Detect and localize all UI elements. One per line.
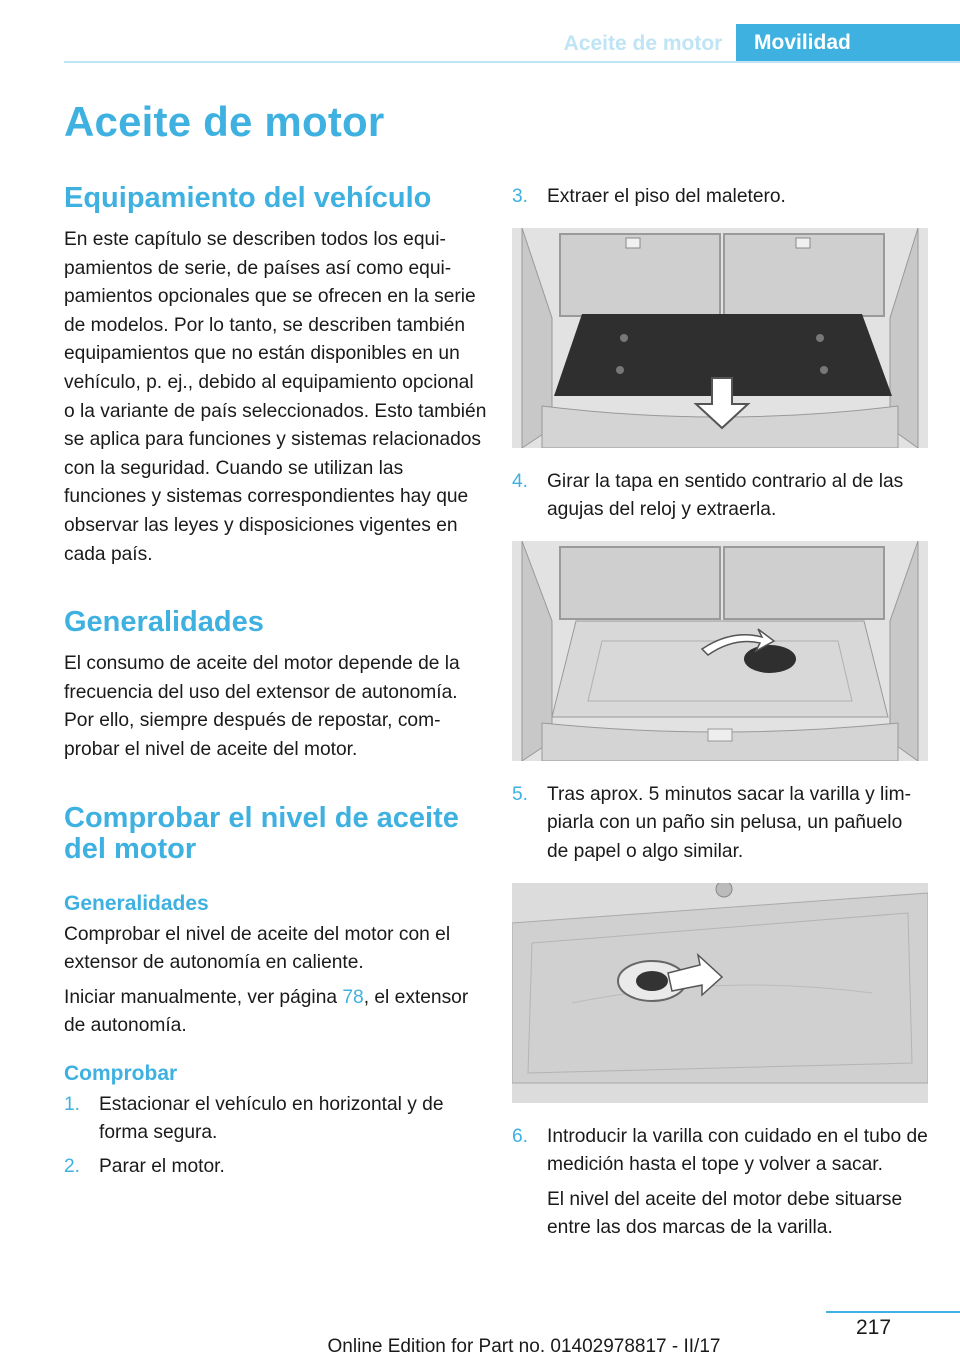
step-number: 3.: [512, 186, 529, 207]
step-item: [64, 1153, 488, 1182]
step-text: Girar la tapa en sentido contrario al de las agujas del reloj y extraerla.: [547, 470, 904, 521]
step-item: [512, 183, 928, 212]
paragraph-iniciar: [64, 984, 488, 1041]
subheading-comprobar: Comprobar: [64, 1061, 178, 1085]
running-header-chapter-tab: Movilidad: [736, 24, 960, 63]
text-iniciar-post: , el extensor de autonomía.: [64, 986, 469, 1037]
step-text: Extraer el piso del maletero.: [547, 186, 786, 207]
illustration-dipstick-removal: [512, 883, 928, 1103]
page-title: Aceite de motor: [64, 98, 385, 145]
left-column: [64, 183, 488, 1182]
step-text: Tras aprox. 5 minutos sacar la varilla y limpiarla con un paño sin pelusa, un pañuelo de papel o algo similar.: [547, 783, 911, 862]
step-number: 6.: [512, 1125, 529, 1147]
step-item: [512, 468, 928, 525]
step-item: [512, 781, 928, 867]
right-column: [512, 183, 928, 1243]
page-number: 217: [856, 1316, 892, 1339]
paragraph-equipamiento: En este capítulo se describen todos los equipamientos de serie, de países así como equipamientos opcionales que se ofrecen en la serie de modelos. Por lo tanto, se describen también equipamientos que no están disponibles en un vehículo, p. ej., debido al equipamiento opcional o la variante de país seleccionados. Esto también se aplica para funciones y sistemas relacionados con la seguridad. Cuando se utilizan las funciones y sistemas correspondientes hay que observar las leyes y disposiciones vigentes en cada país.: [64, 229, 487, 565]
footer-edition: Online Edition for Part no. 01402978817 - II/17: [327, 1336, 721, 1357]
heading-equipamiento: Equipamiento del vehículo: [64, 182, 432, 214]
footer-rule: [826, 1311, 960, 1313]
heading-comprobar-nivel: Comprobar el nivel de aceite del motor: [64, 801, 459, 865]
text-iniciar-pre: Iniciar manualmente, ver página: [64, 986, 343, 1008]
heading-generalidades: Generalidades: [64, 606, 264, 639]
step-item: [512, 1123, 928, 1243]
step-note: El nivel del aceite del motor debe situarse entre las dos marcas de la varilla.: [547, 1188, 903, 1239]
step-number: 4.: [512, 470, 529, 492]
step-number: 2.: [64, 1156, 81, 1178]
header-rule: [64, 61, 960, 63]
step-item: [64, 1091, 488, 1148]
step-text: Parar el motor.: [99, 1156, 225, 1178]
paragraph-caliente: Comprobar el nivel de aceite del motor con el extensor de autonomía en caliente.: [64, 923, 451, 974]
step-number: 1.: [64, 1093, 81, 1115]
step-text: Introducir la varilla con cuidado en el tubo de medición hasta el tope y volver a sacar.: [547, 1125, 928, 1176]
subheading-generalidades: Generalidades: [64, 891, 209, 915]
step-number: 5.: [512, 783, 529, 805]
illustration-cover-rotation: [512, 541, 928, 761]
paragraph-generalidades: El consumo de aceite del motor depende de la frecuencia del uso del extensor de autonomía. Por ello, siempre después de repostar, comprobar el nivel de aceite del motor.: [64, 653, 460, 760]
running-header-section: Aceite de motor: [563, 32, 723, 55]
step-text: Estacionar el vehículo en horizontal y de forma segura.: [99, 1093, 444, 1144]
illustration-trunk-floor-removal: [512, 228, 928, 448]
page-link-78[interactable]: 78: [342, 986, 364, 1008]
